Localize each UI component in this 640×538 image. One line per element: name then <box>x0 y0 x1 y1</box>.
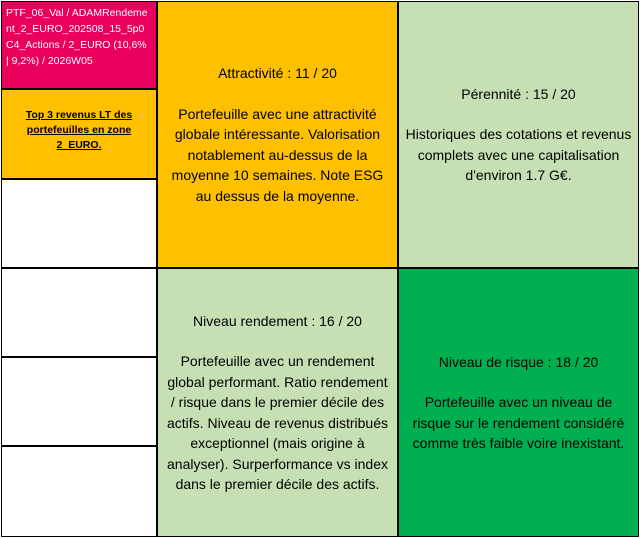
empty-cell <box>1 357 157 446</box>
attractivite-description: Portefeuille avec une attractivité globale intéressante. Valorisation notablement au-dessus de la moyenne 10 semaines. Note ESG au dessus de la moyenne. <box>171 105 384 204</box>
perennite-heading: Pérennité : 15 / 20 <box>461 85 576 102</box>
rendement-description: Portefeuille avec un rendement global performant. Ratio rendement / risque dans le premier décile des actifs. Niveau de revenus distribués exceptionnel (mais origine à analyser). Surperformance vs index dans le premier décile des actifs. <box>167 353 388 492</box>
perennite-description: Historiques des cotations et revenus complets avec une capitalisation d'environ 1.7 G€. <box>405 126 632 183</box>
risque-cell <box>398 268 639 537</box>
empty-cell <box>1 268 157 357</box>
portfolio-id-text: PTF_06_Val / ADAMRendement_2_EURO_202508_15_5p0 C4_Actions / 2_EURO (10,6% | 9,2%) / 2026W05 <box>6 7 148 67</box>
perennite-cell <box>398 1 639 268</box>
rendement-heading: Niveau rendement : 16 / 20 <box>193 312 362 329</box>
risque-description: Portefeuille avec un niveau de risque sur le rendement considéré comme très faible voire inexistant. <box>412 394 625 451</box>
attractivite-heading: Attractivité : 11 / 20 <box>218 65 337 81</box>
empty-cell <box>1 446 157 537</box>
risque-heading: Niveau de risque : 18 / 20 <box>438 353 599 370</box>
portfolio-title-cell <box>1 1 157 89</box>
top3-label-cell <box>1 89 157 179</box>
rendement-cell <box>157 268 398 537</box>
attractivite-cell <box>157 1 398 268</box>
empty-cell <box>1 179 157 268</box>
top3-label-text: Top 3 revenus LT des portefeuilles en zone 2_EURO. <box>25 109 133 151</box>
